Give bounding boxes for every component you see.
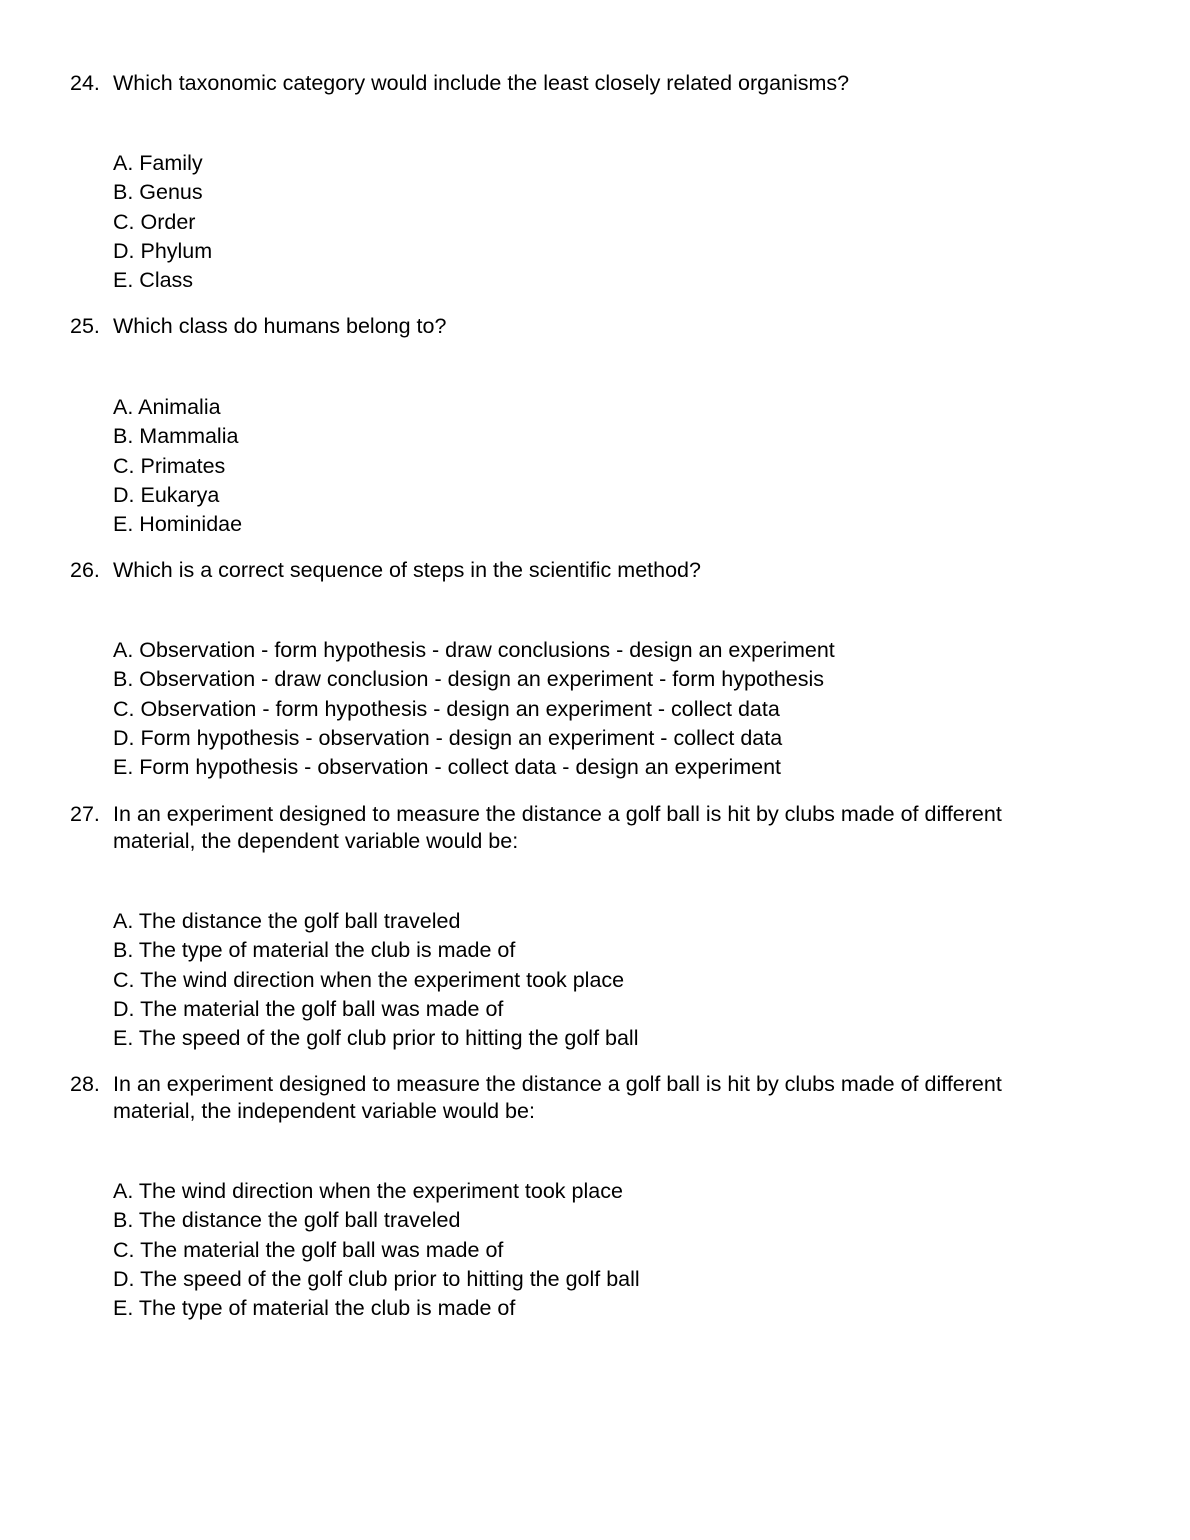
question-text: Which class do humans belong to? bbox=[113, 314, 447, 338]
question-header bbox=[0, 557, 1190, 584]
question-text: Which is a correct sequence of steps in the scientific method? bbox=[113, 558, 701, 582]
question-26 bbox=[0, 557, 1190, 584]
question-number: 28. bbox=[70, 1072, 100, 1096]
answer-choice: A. Family bbox=[113, 151, 203, 175]
answer-choice: B. Observation - draw conclusion - design an experiment - form hypothesis bbox=[113, 667, 825, 692]
question-28 bbox=[0, 1071, 1190, 1125]
answer-choices-25 bbox=[113, 393, 242, 539]
answer-choice: E. Form hypothesis - observation - collect data - design an experiment bbox=[113, 755, 782, 780]
answer-choice: D. Form hypothesis - observation - design an experiment - collect data bbox=[113, 725, 783, 750]
answer-choice: B. Mammalia bbox=[113, 424, 239, 449]
answer-choice: A. The wind direction when the experiment took place bbox=[113, 1179, 623, 1203]
answer-choice: C. Primates bbox=[113, 453, 226, 478]
question-27 bbox=[0, 801, 1190, 855]
answer-choice: A. Observation - form hypothesis - draw conclusions - design an experiment bbox=[113, 638, 835, 662]
question-text: In an experiment designed to measure the distance a golf ball is hit by clubs made of different material, the dependent variable would be: bbox=[113, 802, 1002, 853]
answer-choice: E. The speed of the golf club prior to hitting the golf ball bbox=[113, 1026, 639, 1051]
question-number: 27. bbox=[70, 802, 100, 826]
question-25 bbox=[0, 313, 1190, 340]
answer-choice: A. The distance the golf ball traveled bbox=[113, 909, 461, 933]
question-24 bbox=[0, 70, 1190, 97]
question-text: Which taxonomic category would include the least closely related organisms? bbox=[113, 71, 850, 95]
question-number: 24. bbox=[70, 71, 100, 95]
question-number: 26. bbox=[70, 558, 100, 582]
answer-choice: B. The type of material the club is made of bbox=[113, 938, 516, 963]
answer-choice: D. The material the golf ball was made of bbox=[113, 996, 504, 1021]
answer-choices-24 bbox=[113, 149, 212, 295]
answer-choice: B. The distance the golf ball traveled bbox=[113, 1208, 461, 1233]
answer-choice: C. Order bbox=[113, 209, 196, 234]
answer-choice: B. Genus bbox=[113, 180, 203, 205]
answer-choice: D. Phylum bbox=[113, 238, 213, 263]
answer-choices-26 bbox=[113, 636, 835, 782]
question-header bbox=[0, 313, 1190, 340]
answer-choice: C. The wind direction when the experiment took place bbox=[113, 967, 625, 992]
answer-choice: C. Observation - form hypothesis - design an experiment - collect data bbox=[113, 696, 780, 721]
question-text: In an experiment designed to measure the distance a golf ball is hit by clubs made of different material, the independent variable would be: bbox=[113, 1072, 1002, 1123]
answer-choice: C. The material the golf ball was made of bbox=[113, 1237, 504, 1262]
answer-choice: D. The speed of the golf club prior to hitting the golf ball bbox=[113, 1266, 640, 1291]
answer-choice: D. Eukarya bbox=[113, 482, 220, 507]
answer-choice: E. The type of material the club is made of bbox=[113, 1296, 516, 1321]
answer-choices-28 bbox=[113, 1177, 640, 1323]
question-number: 25. bbox=[70, 314, 100, 338]
answer-choice: A. Animalia bbox=[113, 395, 221, 419]
question-header bbox=[0, 1071, 1190, 1125]
answer-choice: E. Class bbox=[113, 268, 194, 293]
question-header bbox=[0, 70, 1190, 97]
answer-choices-27 bbox=[113, 907, 639, 1053]
answer-choice: E. Hominidae bbox=[113, 512, 243, 537]
question-header bbox=[0, 801, 1190, 855]
